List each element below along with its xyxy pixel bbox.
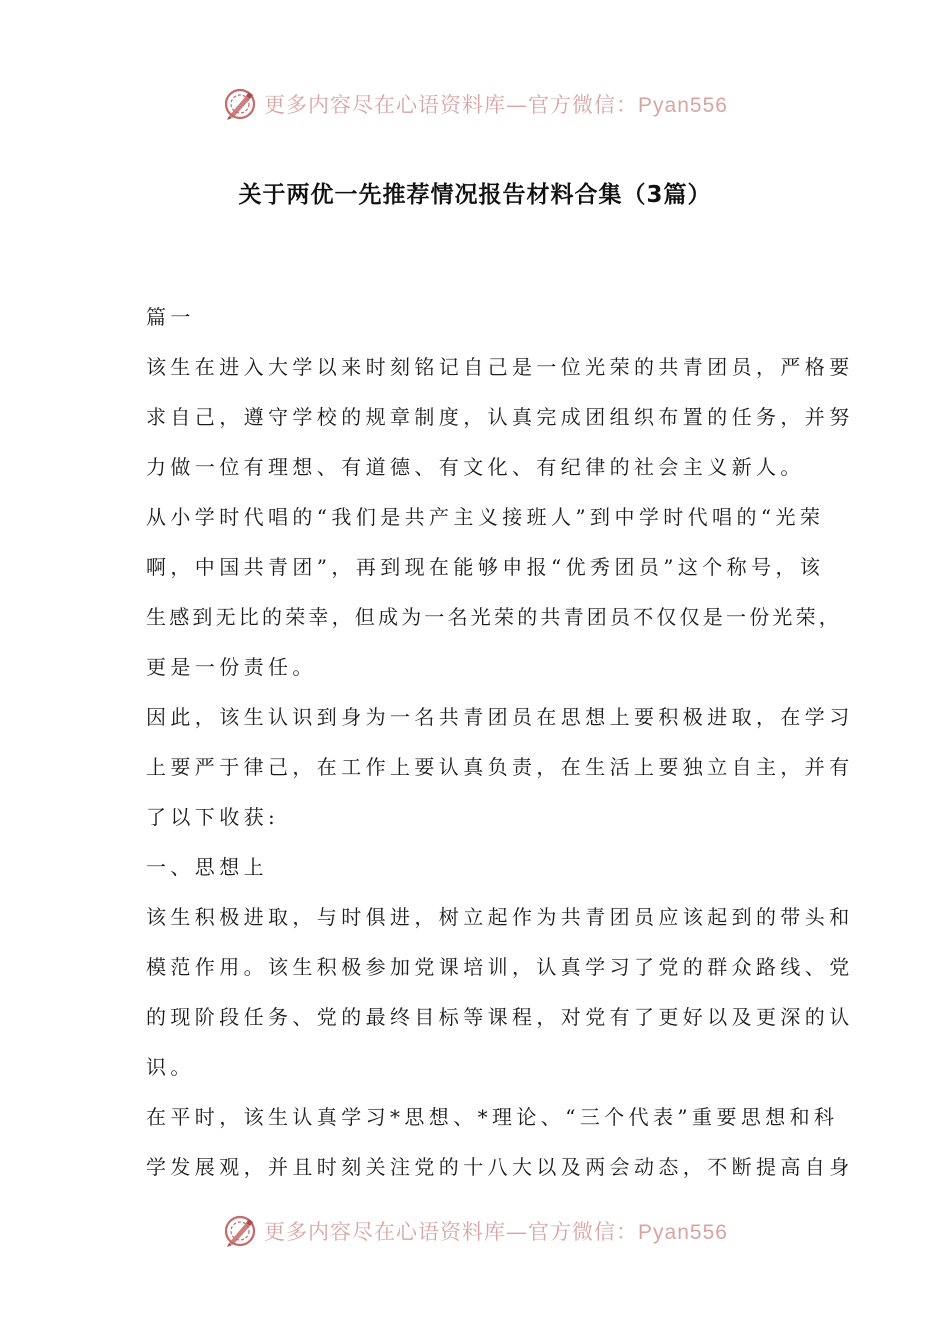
watermark-banner-bottom — [0, 1207, 950, 1255]
body-line: 生感到无比的荣幸，但成为一名光荣的共青团员不仅仅是一份光荣， — [146, 605, 842, 629]
body-line: 学发展观，并且时刻关注党的十八大以及两会动态，不断提高自身 — [146, 1155, 854, 1179]
watermark-banner-top — [0, 80, 950, 128]
section-heading: 篇一 — [146, 305, 195, 329]
body-line: 该生在进入大学以来时刻铭记自己是一位光荣的共青团员，严格要 — [146, 355, 854, 379]
watermark-text: 更多内容尽在心语资料库—官方微信：Pyan556 — [264, 1220, 728, 1244]
body-line: 更是一份责任。 — [146, 655, 317, 679]
document-title: 关于两优一先推荐情况报告材料合集（3篇） — [238, 182, 712, 208]
body-line: 从小学时代唱的“我们是共产主义接班人”到中学时代唱的“光荣 — [146, 505, 825, 529]
body-line: 上要严于律己，在工作上要认真负责，在生活上要独立自主，并有 — [146, 755, 854, 779]
document-body — [146, 299, 854, 1199]
body-line: 在平时，该生认真学习*思想、*理论、“三个代表”重要思想和科 — [146, 1105, 839, 1129]
body-line: 因此，该生认识到身为一名共青团员在思想上要积极进取，在学习 — [146, 705, 854, 729]
body-line: 求自己，遵守学校的规章制度，认真完成团组织布置的任务，并努 — [146, 405, 854, 429]
body-line: 该生积极进取，与时俱进，树立起作为共青团员应该起到的带头和 — [146, 905, 854, 929]
watermark-text: 更多内容尽在心语资料库—官方微信：Pyan556 — [264, 93, 728, 117]
pen-seal-icon — [222, 86, 258, 122]
body-line: 识。 — [146, 1055, 195, 1079]
body-line: 模范作用。该生积极参加党课培训，认真学习了党的群众路线、党 — [146, 955, 854, 979]
body-line: 力做一位有理想、有道德、有文化、有纪律的社会主义新人。 — [146, 455, 805, 479]
body-line: 了以下收获: — [146, 805, 280, 829]
pen-seal-icon — [222, 1213, 258, 1249]
body-line: 啊，中国共青团”，再到现在能够申报“优秀团员”这个称号，该 — [146, 555, 825, 579]
body-line: 的现阶段任务、党的最终目标等课程，对党有了更好以及更深的认 — [146, 1005, 854, 1029]
subsection-heading: 一、思想上 — [146, 855, 268, 879]
